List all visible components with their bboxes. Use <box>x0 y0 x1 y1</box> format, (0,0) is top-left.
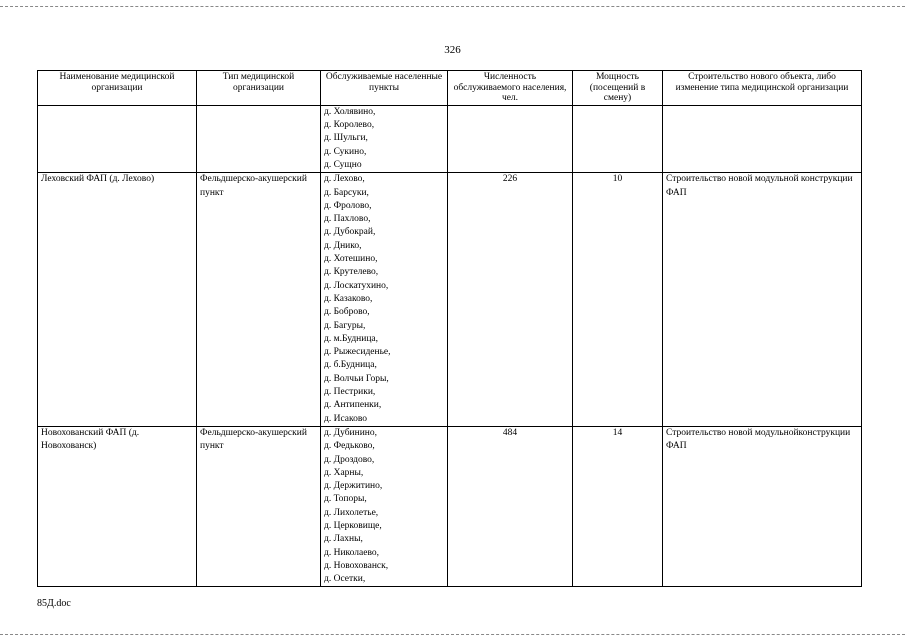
settlement-item: д. Днико, <box>324 240 362 251</box>
settlement-item: д. Хотешино, <box>324 254 378 265</box>
settlement-item: д. Дубокрай, <box>324 227 376 238</box>
header-population: Численность обслуживаемого населения, чел. <box>448 71 573 106</box>
settlement-item: д. Лехово, <box>324 174 365 185</box>
scan-top-edge <box>0 6 905 7</box>
settlement-item: д. Николаево, <box>324 547 380 558</box>
table-row <box>38 173 862 427</box>
settlement-item: д. Холявино, <box>324 106 376 117</box>
table-header-row <box>38 71 862 106</box>
header-construction: Строительство нового объекта, либо изменение типа медицинской организации <box>663 71 862 106</box>
settlement-item: д. Федьково, <box>324 441 375 452</box>
document-filename: 85Д.doc <box>37 598 71 609</box>
cell-capacity: 10 <box>573 173 663 427</box>
header-capacity: Мощность (посещений в смену) <box>573 71 663 106</box>
settlement-item: д. Фролово, <box>324 200 372 211</box>
table-row <box>38 426 862 587</box>
settlement-item: д. Дубинино, <box>324 427 377 438</box>
cell-settlements <box>321 426 448 587</box>
header-organization-name: Наименование медицинской организации <box>38 71 197 106</box>
settlement-item: д. Топоры, <box>324 494 367 505</box>
cell-population <box>448 105 573 172</box>
settlement-item: д. Новохованск, <box>324 560 389 571</box>
settlement-item: д. Королево, <box>324 120 375 131</box>
settlement-item: д. Осетки, <box>324 574 366 585</box>
settlement-item: д. Церковище, <box>324 520 382 531</box>
settlement-item: д. Рыжесиденье, <box>324 347 391 358</box>
settlement-item: д. Держитино, <box>324 481 383 492</box>
settlement-item: д. Лоскатухино, <box>324 280 389 291</box>
cell-organization-type <box>197 105 321 172</box>
table-row <box>38 105 862 172</box>
settlement-item: д. Дроздово, <box>324 454 375 465</box>
cell-organization-name <box>38 105 197 172</box>
settlement-item: д. Антипенки, <box>324 400 382 411</box>
settlement-item: д. Пахлово, <box>324 214 371 225</box>
settlement-item: д. Пестрики, <box>324 387 376 398</box>
settlement-item: д. Шульги, <box>324 133 368 144</box>
settlement-item: д. Боброво, <box>324 307 370 318</box>
header-settlements: Обслуживаемые населенные пункты <box>321 71 448 106</box>
cell-construction: Строительство новой модульной конструкции ФАП <box>663 173 862 427</box>
header-organization-type: Тип медицинской организации <box>197 71 321 106</box>
settlement-item: д. Лахны, <box>324 534 363 545</box>
settlement-item: д. Сукино, <box>324 146 367 157</box>
settlement-item: д. Исаково <box>324 413 368 424</box>
settlement-item: д. Казаково, <box>324 293 373 304</box>
settlement-item: д. Крутелево, <box>324 267 379 278</box>
settlement-item: д. Лихолетье, <box>324 507 379 518</box>
page-number: 326 <box>444 44 461 56</box>
settlement-item: д. Волчьи Горы, <box>324 373 389 384</box>
cell-population: 226 <box>448 173 573 427</box>
settlement-item: д. Барсуки, <box>324 187 369 198</box>
settlement-item: д. м.Будница, <box>324 333 379 344</box>
cell-organization-name: Леховский ФАП (д. Лехово) <box>38 173 197 427</box>
cell-capacity <box>573 105 663 172</box>
settlement-item: д. Багуры, <box>324 320 366 331</box>
cell-capacity: 14 <box>573 426 663 587</box>
cell-construction <box>663 105 862 172</box>
settlement-item: д. б.Будница, <box>324 360 377 371</box>
scan-bottom-edge <box>0 634 905 635</box>
medical-organizations-table <box>37 70 862 587</box>
cell-organization-name: Новохованский ФАП (д. Новохованск) <box>38 426 197 587</box>
settlement-item: д. Харны, <box>324 467 364 478</box>
cell-settlements <box>321 173 448 427</box>
cell-population: 484 <box>448 426 573 587</box>
settlement-item: д. Сущно <box>324 159 362 170</box>
cell-settlements <box>321 105 448 172</box>
cell-construction: Строительство новой модульнойконструкции ФАП <box>663 426 862 587</box>
cell-organization-type: Фельдшерско-акушерский пункт <box>197 426 321 587</box>
cell-organization-type: Фельдшерско-акушерский пункт <box>197 173 321 427</box>
